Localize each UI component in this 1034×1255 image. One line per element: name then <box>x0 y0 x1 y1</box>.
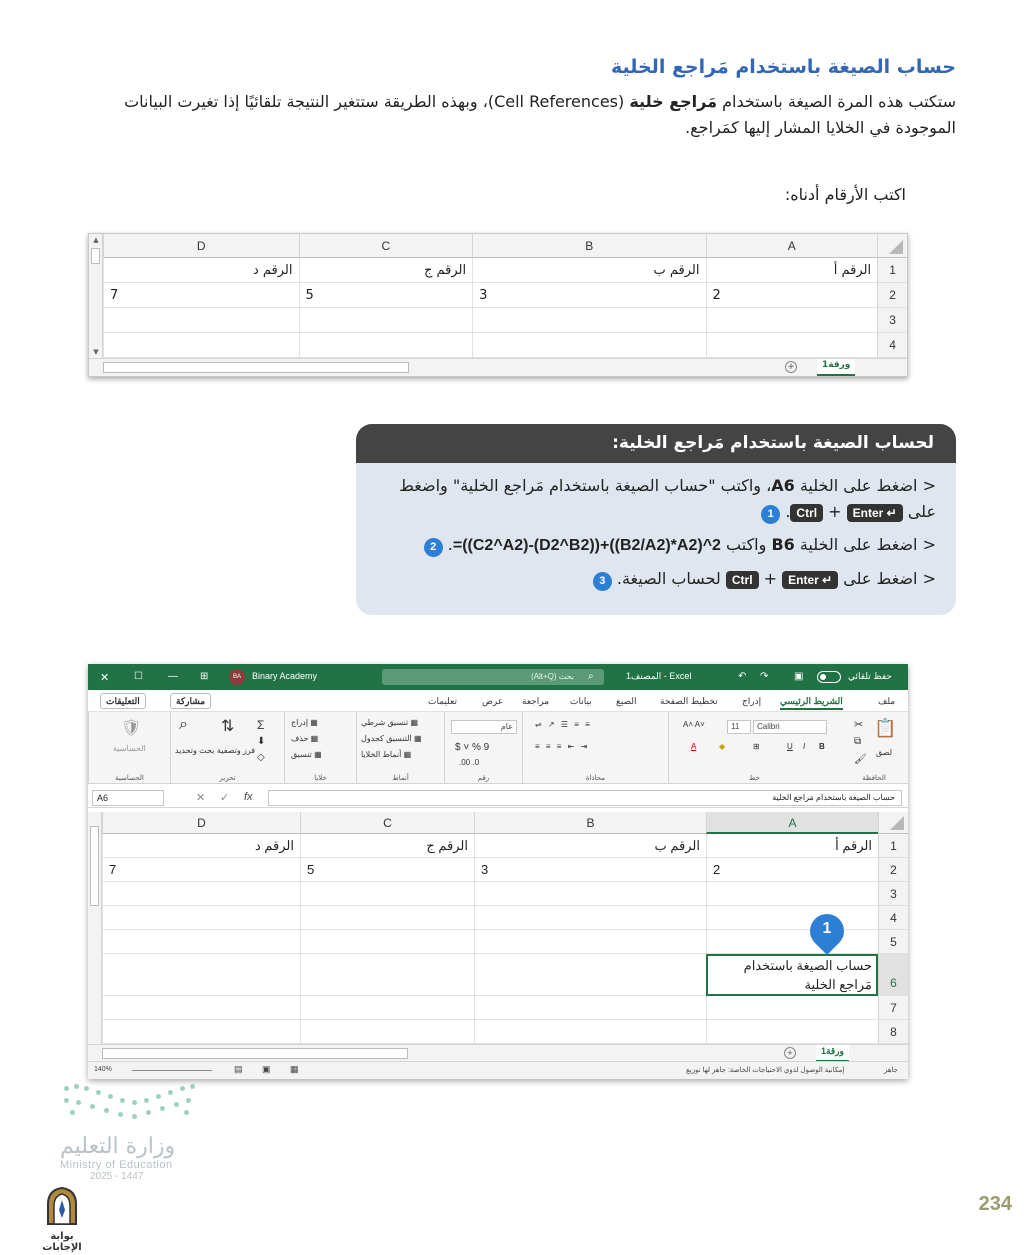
column-header[interactable]: A <box>706 812 878 834</box>
row-header[interactable]: 7 <box>878 996 908 1020</box>
horizontal-scrollbar[interactable] <box>102 1048 408 1059</box>
font-color-icon[interactable]: A <box>691 742 697 751</box>
intro-text: ستكتب هذه المرة الصيغة باستخدام <box>717 92 956 111</box>
save-icon[interactable]: ▣ <box>794 671 804 682</box>
currency-percent-icons[interactable]: $ ˅ % 9 <box>455 742 490 753</box>
cell-c1[interactable]: الرقم ج <box>300 834 474 858</box>
tab-file[interactable]: ملف <box>878 696 896 706</box>
cell[interactable] <box>706 906 878 930</box>
step-2: < اضغط على الخلية B6 واكتب =((C2^A2)-(D2^B2))+((B2/A2)*A2)^2. 2 <box>374 532 936 559</box>
group-label: تحرير <box>219 775 236 782</box>
column-header[interactable]: B <box>474 812 706 834</box>
paste-label[interactable]: لصق <box>876 748 893 757</box>
redo-icon[interactable]: ↷ <box>760 671 769 682</box>
cell[interactable] <box>300 882 474 906</box>
ministry-name-en: Ministry of Education <box>60 1159 173 1171</box>
status-bar <box>88 1061 908 1079</box>
italic-icon[interactable]: I <box>803 742 806 751</box>
cell-b1[interactable]: الرقم ب <box>472 258 705 283</box>
find-select-label[interactable]: بحث وتحديد <box>175 746 215 755</box>
normal-view-icon[interactable]: ▦ <box>290 1064 299 1074</box>
cell[interactable] <box>300 1020 474 1044</box>
cell[interactable] <box>300 996 474 1020</box>
intro-paragraph <box>76 89 956 141</box>
select-all-corner[interactable] <box>878 812 908 834</box>
cell-b1[interactable]: الرقم ب <box>474 834 706 858</box>
row-header[interactable]: 6 <box>878 954 908 996</box>
formula-input[interactable]: حساب الصيغة باستخدام مَراجع الخلية <box>268 790 902 806</box>
format-painter-icon[interactable]: 🖌 <box>854 754 867 765</box>
account-name[interactable]: Binary Academy <box>252 671 318 681</box>
cell-a6[interactable]: حساب الصيغة باستخدام مَراجع الخلية <box>706 954 878 996</box>
sheet-tab[interactable]: ورقة1 <box>816 1045 849 1062</box>
column-header[interactable]: C <box>299 234 473 258</box>
font-name-select[interactable]: Calibri <box>753 720 827 734</box>
row-header[interactable]: 4 <box>878 906 908 930</box>
ribbon <box>88 712 908 784</box>
group-number <box>444 712 522 784</box>
scroll-thumb[interactable] <box>90 826 99 906</box>
row-header[interactable]: 2 <box>877 283 907 308</box>
share-button[interactable]: مشاركة <box>170 693 211 709</box>
row-header[interactable]: 5 <box>878 930 908 954</box>
tab-review[interactable]: مراجعة <box>522 696 550 706</box>
clear-icon[interactable]: ◇ <box>257 752 265 763</box>
group-label: الحافظة <box>862 775 886 782</box>
search-icon: ⌕ <box>588 671 594 682</box>
insert-cells-button[interactable]: ▦ إدراج <box>291 718 318 727</box>
cell[interactable] <box>474 996 706 1020</box>
fill-icon[interactable]: ⬇ <box>257 736 266 747</box>
search-box[interactable]: بحث (Alt+Q) <box>382 669 604 685</box>
name-box[interactable]: A6 <box>92 790 164 806</box>
step-badge: 3 <box>593 572 612 591</box>
undo-icon[interactable]: ↶ <box>738 671 747 682</box>
delete-cells-button[interactable]: ▦ حذف <box>291 734 319 743</box>
autosave-label: حفظ تلقائي <box>848 671 892 681</box>
column-header[interactable]: B <box>472 234 705 258</box>
title-bar <box>88 664 908 690</box>
cell-d2[interactable]: 7 <box>102 858 300 882</box>
enter-key: Enter ↵ <box>847 504 903 522</box>
cell[interactable] <box>299 308 473 333</box>
cell-c1[interactable]: الرقم ج <box>299 258 473 283</box>
cell[interactable] <box>474 882 706 906</box>
cell[interactable] <box>706 996 878 1020</box>
cell[interactable] <box>474 930 706 954</box>
sensitivity-label[interactable]: الحساسية <box>113 744 146 753</box>
sort-filter-icon[interactable]: ⇅ <box>221 718 235 735</box>
group-alignment <box>522 712 668 784</box>
sensitivity-icon[interactable]: 🛡 <box>121 720 142 737</box>
step-badge: 2 <box>424 538 443 557</box>
column-header[interactable]: A <box>706 234 878 258</box>
format-as-table-button[interactable]: ▦ التنسيق كجدول <box>361 734 422 743</box>
cell[interactable] <box>706 930 878 954</box>
cell-d1[interactable]: الرقم د <box>103 258 299 283</box>
cell-a2[interactable]: 2 <box>706 283 878 308</box>
maximize-icon[interactable]: ☐ <box>134 671 143 682</box>
format-cells-button[interactable]: ▦ تنسيق <box>291 750 322 759</box>
cell[interactable] <box>706 333 878 358</box>
cell[interactable] <box>103 333 299 358</box>
cell[interactable] <box>299 333 473 358</box>
intro-bold-term: مَراجع خلية <box>629 92 717 111</box>
select-all-corner[interactable] <box>877 234 907 258</box>
ministry-year: 2025 - 1447 <box>90 1171 144 1182</box>
indent-icons[interactable]: ≡ ≡ ≡ ⇤ ⇥ <box>535 742 590 751</box>
zoom-level[interactable]: 140% <box>94 1066 112 1073</box>
row-header[interactable]: 2 <box>878 858 908 882</box>
horizontal-scrollbar[interactable] <box>103 362 409 373</box>
cell[interactable] <box>102 996 300 1020</box>
step-badge: 1 <box>761 505 780 524</box>
column-header[interactable]: C <box>300 812 474 834</box>
borders-icon[interactable]: ⊞ <box>753 742 760 751</box>
callout-number: 1 <box>822 920 832 937</box>
font-size-buttons[interactable]: A˄ A˅ <box>683 720 705 729</box>
row-header[interactable]: 8 <box>878 1020 908 1044</box>
cell[interactable] <box>102 930 300 954</box>
section-heading: حساب الصيغة باستخدام مَراجع الخلية <box>610 56 956 78</box>
cell-c2[interactable]: 5 <box>299 283 473 308</box>
group-styles <box>356 712 444 784</box>
tab-home[interactable]: الشريط الرئيسي <box>780 696 843 710</box>
fill-color-icon[interactable]: ◆ <box>719 742 726 751</box>
cell-c2[interactable]: 5 <box>300 858 474 882</box>
add-sheet-button[interactable]: + <box>784 1047 796 1059</box>
cell-grid <box>103 234 907 358</box>
group-cells <box>284 712 356 784</box>
cell-b2[interactable]: 3 <box>472 283 705 308</box>
vertical-scrollbar[interactable] <box>89 234 103 358</box>
copy-icon[interactable]: ⧉ <box>854 736 862 747</box>
cell[interactable] <box>706 1020 878 1044</box>
accessibility-status[interactable]: إمكانية الوصول لذوي الاحتياجات الخاصة: جاهز لها توزيع <box>686 1067 845 1074</box>
bold-icon[interactable]: B <box>819 742 825 751</box>
cell-a2[interactable]: 2 <box>706 858 878 882</box>
group-editing <box>170 712 284 784</box>
step-1: < اضغط على الخلية A6، واكتب "حساب الصيغة باستخدام مَراجع الخلية" واضغط على Enter ↵ + Ctrl. 1 <box>374 473 936 525</box>
comments-button[interactable]: التعليقات <box>100 693 146 709</box>
cell-d2[interactable]: 7 <box>103 283 299 308</box>
step-3: < اضغط على Enter ↵ + Ctrl لحساب الصيغة. 3 <box>374 566 936 592</box>
align-icons[interactable]: ⇌ ↗ ☰ ≡ ≡ <box>535 720 592 729</box>
tab-insert[interactable]: إدراج <box>742 696 762 706</box>
tab-page-layout[interactable]: تخطيط الصفحة <box>660 696 718 706</box>
cell-a1[interactable]: الرقم أ <box>706 834 878 858</box>
portal-arch-icon <box>42 1186 82 1226</box>
cell-reference: A6 <box>771 476 795 495</box>
enter-check-icon[interactable]: ✓ <box>220 792 230 804</box>
zoom-slider[interactable] <box>132 1070 212 1071</box>
formula-text: =((C2^A2)-(D2^B2))+((B2/A2)*A2)^2 <box>452 537 721 554</box>
row-header[interactable]: 4 <box>877 333 907 358</box>
cell[interactable] <box>474 954 706 996</box>
formula-bar <box>88 788 908 808</box>
intro-text-rest: (Cell References)، وبهذه الطريقة ستتغير النتيجة تلقائيًا إذا تغيرت البيانات الموجودة في الخلايا المشار إليها كمَراجع. <box>124 92 956 137</box>
group-label: خط <box>749 775 760 782</box>
instructions-title: لحساب الصيغة باستخدام مَراجع الخلية: <box>356 424 956 463</box>
autosum-icon[interactable]: Σ <box>257 718 265 732</box>
minimize-icon[interactable]: — <box>168 671 178 682</box>
row-header[interactable]: 3 <box>878 882 908 906</box>
ministry-name-ar: وزارة التعليم <box>60 1134 176 1159</box>
add-sheet-button[interactable]: + <box>785 361 797 373</box>
group-font <box>668 712 840 784</box>
excel-window <box>88 664 908 1079</box>
ribbon-display-icon[interactable]: ⊞ <box>200 671 209 682</box>
cell[interactable] <box>102 882 300 906</box>
cell[interactable] <box>103 308 299 333</box>
instructions-box <box>356 424 956 615</box>
cell[interactable] <box>474 1020 706 1044</box>
cell[interactable] <box>472 333 705 358</box>
group-label: رقم <box>477 775 490 782</box>
conditional-format-button[interactable]: ▦ تنسيق شرطي <box>361 718 419 727</box>
column-header[interactable]: D <box>102 812 300 834</box>
sort-filter-label[interactable]: فرز وتصفية <box>217 746 256 755</box>
row-header[interactable]: 1 <box>877 258 907 283</box>
status-ready: جاهز <box>884 1067 899 1074</box>
cell[interactable] <box>102 1020 300 1044</box>
sheet-tab-bar <box>89 358 907 376</box>
cell[interactable] <box>472 308 705 333</box>
avatar[interactable]: BA <box>229 669 245 685</box>
cell-reference: B6 <box>771 535 795 554</box>
ctrl-key: Ctrl <box>790 504 823 522</box>
tab-help[interactable]: تعليمات <box>428 696 457 706</box>
tab-view[interactable]: عرض <box>482 696 504 706</box>
scroll-up-icon[interactable]: ▲ <box>93 236 99 244</box>
number-format-select[interactable]: عام <box>451 720 517 734</box>
portal-label: بوابة الإجابات <box>42 1231 82 1253</box>
enter-key: Enter ↵ <box>782 571 838 589</box>
scroll-thumb[interactable] <box>91 248 100 264</box>
cell[interactable] <box>474 906 706 930</box>
vertical-scrollbar[interactable] <box>88 812 102 1044</box>
cell[interactable] <box>706 882 878 906</box>
cell[interactable] <box>300 930 474 954</box>
group-label: الحساسية <box>115 775 144 782</box>
logo-dots <box>60 1080 200 1124</box>
insert-function-icon[interactable]: fx <box>244 791 253 803</box>
font-size-select[interactable]: 11 <box>727 720 751 734</box>
close-icon[interactable]: ✕ <box>100 672 110 684</box>
cut-icon[interactable]: ✂ <box>854 719 864 731</box>
group-label: أنماط <box>392 775 409 782</box>
group-sensitivity <box>88 712 170 784</box>
cell[interactable] <box>300 906 474 930</box>
page-break-view-icon[interactable]: ▣ <box>262 1064 271 1074</box>
sheet-tab-bar <box>88 1044 908 1061</box>
tab-formulas[interactable]: الصيغ <box>616 696 637 706</box>
cell[interactable] <box>102 906 300 930</box>
column-header[interactable]: D <box>103 234 299 258</box>
ministry-logo <box>60 1080 200 1182</box>
cancel-icon[interactable]: ✕ <box>196 792 206 804</box>
answers-portal-logo <box>30 1186 94 1253</box>
cell-b2[interactable]: 3 <box>474 858 706 882</box>
page-number: 234 <box>978 1193 1012 1215</box>
menu-bar <box>88 690 908 712</box>
cell[interactable] <box>102 954 300 996</box>
ctrl-key: Ctrl <box>726 571 759 589</box>
row-header[interactable]: 1 <box>878 834 908 858</box>
scroll-down-icon[interactable]: ▼ <box>93 348 99 356</box>
autosave-toggle[interactable] <box>817 671 841 683</box>
instructions-steps <box>356 463 956 592</box>
group-label: خلايا <box>314 775 327 782</box>
row-header[interactable]: 3 <box>877 308 907 333</box>
page-layout-view-icon[interactable]: ▤ <box>234 1064 243 1074</box>
tab-data[interactable]: بيانات <box>570 696 592 706</box>
cell-grid <box>102 812 908 1044</box>
sheet-tab[interactable]: ورقة1 <box>817 359 855 376</box>
cell[interactable] <box>300 954 474 996</box>
decimal-icons[interactable]: .00 .0 <box>459 758 480 767</box>
numbers-spreadsheet <box>88 233 908 377</box>
paste-icon[interactable]: 📋 <box>874 718 897 738</box>
file-name: المصنف1 - Excel <box>626 671 692 681</box>
cell-a1[interactable]: الرقم أ <box>706 258 878 283</box>
cell-d1[interactable]: الرقم د <box>102 834 300 858</box>
cell[interactable] <box>706 308 878 333</box>
cell-styles-button[interactable]: ▦ أنماط الخلايا <box>361 750 412 759</box>
underline-icon[interactable]: U <box>787 742 793 751</box>
group-clipboard <box>840 712 908 784</box>
group-label: محاذاة <box>585 775 606 782</box>
write-numbers-label: اكتب الأرقام أدناه: <box>784 185 906 204</box>
find-select-icon[interactable]: ⌕ <box>179 716 188 733</box>
